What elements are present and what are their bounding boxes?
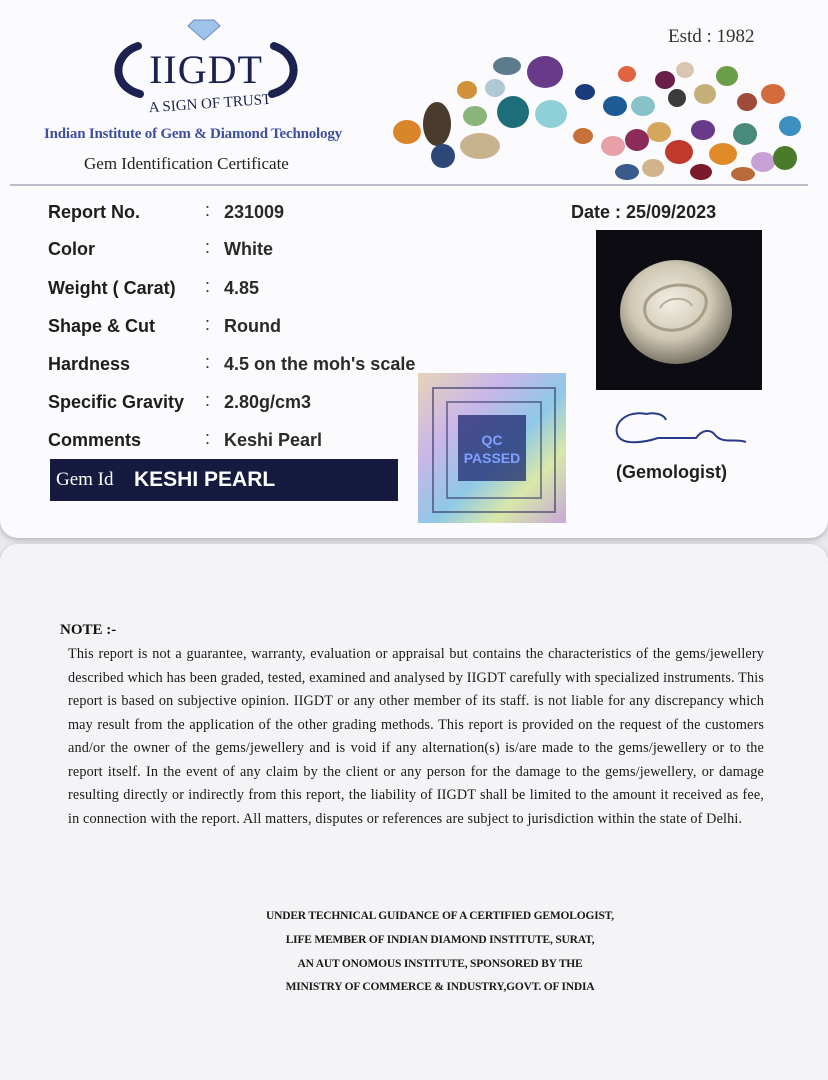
colon: :: [205, 237, 211, 257]
gem-id-bar: [50, 459, 398, 501]
certificate-back: [0, 544, 828, 1080]
value-shape-cut: Round: [224, 316, 281, 336]
certificate-title: Gem Identification Certificate: [84, 154, 289, 173]
date-label: Date : 25/09/2023: [571, 202, 717, 222]
value-specific-gravity: 2.80g/cm3: [224, 392, 312, 412]
iigdt-logo: [108, 16, 304, 126]
guidance-line: AN AUT ONOMOUS INSTITUTE, SPONSORED BY THE: [297, 958, 583, 970]
header-divider: [10, 184, 808, 186]
value-color: White: [224, 239, 273, 259]
gem-id-label: Gem Id: [56, 469, 114, 490]
certificate-front: [0, 0, 828, 538]
colon: :: [205, 428, 211, 448]
guidance-line: MINISTRY OF COMMERCE & INDUSTRY,GOVT. OF INDIA: [285, 981, 595, 993]
value-hardness: 4.5 on the moh's scale: [224, 354, 416, 374]
label-report-no: Report No.: [48, 202, 140, 222]
gem-photo: [596, 230, 762, 390]
colon: :: [205, 390, 211, 410]
logo-wordmark: IIGDT: [149, 47, 263, 92]
value-weight: 4.85: [224, 278, 260, 298]
colon: :: [205, 352, 211, 372]
label-weight: Weight ( Carat): [48, 278, 176, 298]
value-comments: Keshi Pearl: [224, 430, 323, 450]
label-hardness: Hardness: [48, 354, 131, 374]
colon: :: [205, 200, 211, 220]
guidance-line: LIFE MEMBER OF INDIAN DIAMOND INSTITUTE, SURAT,: [285, 934, 595, 946]
guidance-line: UNDER TECHNICAL GUIDANCE OF A CERTIFIED GEMOLOGIST,: [266, 910, 614, 922]
label-comments: Comments: [48, 430, 142, 450]
gemologist-signature: [606, 404, 756, 454]
gemologist-label: (Gemologist): [616, 462, 727, 482]
gem-id-value: KESHI PEARL: [134, 468, 276, 491]
note-body: This report is not a guarantee, warranty, evaluation or appraisal but contains the characteristics of the gems/jewellery described which has been graded, tested, examined and analysed by IIGDT carefully with specialized instruments. This report is based on subjective opinion. IIGDT or any other member of its staff. is not liable for any discrepancy which may result from the application of the other grading methods. This report is provided on the request of the customers and/or the owner of the gems/jewellery and is void if any alternation(s) is/are made to the gems/jewellery or to the report itself. In the event of any claim by the client or any person for the damage to the gems/jewellery, or damage resulting directly or indirectly from this report, the liability of IIGDT shall be limited to the amount it received as fee, in connection with the report. All matters, disputes or references are subject to jurisdiction within the state of Delhi.: [68, 646, 764, 827]
label-specific-gravity: Specific Gravity: [48, 392, 185, 412]
colon: :: [205, 276, 211, 296]
gemstones-image: [385, 46, 807, 182]
estd-label: Estd : 1982: [668, 26, 755, 47]
hologram-text: QC PASSED: [463, 432, 521, 466]
note-title: NOTE :-: [60, 622, 117, 638]
value-report-no: 231009: [224, 202, 285, 222]
logo-tagline: A SIGN OF TRUST: [148, 91, 272, 117]
hologram-sticker: [418, 373, 566, 523]
colon: :: [205, 314, 211, 334]
institute-name: Indian Institute of Gem & Diamond Technology: [44, 126, 342, 142]
label-color: Color: [48, 239, 95, 259]
label-shape-cut: Shape & Cut: [48, 316, 156, 336]
